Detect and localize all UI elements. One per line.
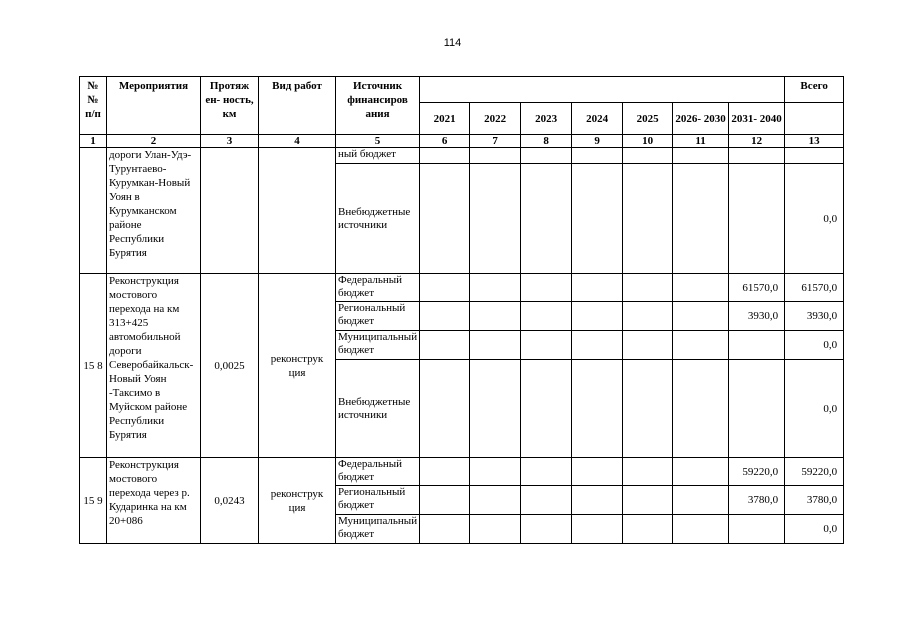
row-num (80, 148, 107, 274)
value-2031 (729, 515, 785, 544)
value-2031: 61570,0 (729, 274, 785, 302)
table-row (80, 148, 844, 164)
header-source: Источник финансиров ания (336, 77, 420, 135)
row-source: ный бюджет (336, 148, 420, 164)
header-year: 2031- 2040 (729, 103, 785, 135)
value-2031 (729, 331, 785, 360)
header-length: Протяж ен- ность, км (201, 77, 259, 135)
column-number: 11 (673, 135, 729, 148)
row-work-type (259, 148, 336, 274)
header-year: 2021 (420, 103, 470, 135)
column-number: 5 (336, 135, 420, 148)
header-total-blank (785, 103, 844, 135)
row-source: Федеральный бюджет (336, 458, 420, 486)
column-number: 7 (470, 135, 521, 148)
value-2031: 3930,0 (729, 302, 785, 331)
value-2031 (729, 164, 785, 274)
row-length: 0,0243 (201, 458, 259, 544)
value-total: 0,0 (785, 360, 844, 458)
row-source: Муниципальный бюджет (336, 331, 420, 360)
value-total: 61570,0 (785, 274, 844, 302)
row-event: Реконструкция мостового перехода через р. Кударинка на км 20+086 (107, 458, 201, 544)
header-year: 2022 (470, 103, 521, 135)
column-number: 10 (623, 135, 673, 148)
value-2031 (729, 148, 785, 164)
value-total: 0,0 (785, 331, 844, 360)
column-number: 9 (572, 135, 623, 148)
column-number: 12 (729, 135, 785, 148)
column-number: 8 (521, 135, 572, 148)
table-row (80, 274, 844, 302)
header-year: 2023 (521, 103, 572, 135)
value-2031: 59220,0 (729, 458, 785, 486)
column-number: 3 (201, 135, 259, 148)
page-number: 114 (443, 37, 462, 49)
column-number: 1 (80, 135, 107, 148)
header-year: 2025 (623, 103, 673, 135)
table-row (80, 458, 844, 486)
row-source: Внебюджетные источники (336, 164, 420, 274)
row-num: 15 9 (80, 458, 107, 544)
row-event: Реконструкция мостового перехода на км 313+425 автомобильной дороги Северобайкальск-Новый Уоян -Таксимо в Муйском районе Республики Бурятия (107, 274, 201, 458)
row-work-type: реконструк ция (259, 274, 336, 458)
row-num: 15 8 (80, 274, 107, 458)
value-total: 3930,0 (785, 302, 844, 331)
row-source: Муниципальный бюджет (336, 515, 420, 544)
row-length: 0,0025 (201, 274, 259, 458)
value-total: 0,0 (785, 164, 844, 274)
row-source: Внебюджетные источники (336, 360, 420, 458)
header-total: Всего (785, 77, 844, 103)
header-num: № № п/п (80, 77, 107, 135)
row-event: дороги Улан-Удэ-Турунтаево-Курумкан-Новый Уоян в Курумканском районе Республики Бурятия (107, 148, 201, 274)
row-source: Федеральный бюджет (336, 274, 420, 302)
column-number: 4 (259, 135, 336, 148)
financing-table (79, 76, 844, 544)
value-total: 59220,0 (785, 458, 844, 486)
value-total: 0,0 (785, 515, 844, 544)
value-2031 (729, 360, 785, 458)
value-total (785, 148, 844, 164)
row-source: Региональный бюджет (336, 486, 420, 515)
column-number: 6 (420, 135, 470, 148)
value-total: 3780,0 (785, 486, 844, 515)
row-length (201, 148, 259, 274)
header-year: 2026- 2030 (673, 103, 729, 135)
header-years-span (420, 77, 785, 103)
header-event: Мероприятия (107, 77, 201, 135)
column-number: 13 (785, 135, 844, 148)
value-2031: 3780,0 (729, 486, 785, 515)
row-work-type: реконструк ция (259, 458, 336, 544)
header-work-type: Вид работ (259, 77, 336, 135)
column-number: 2 (107, 135, 201, 148)
header-year: 2024 (572, 103, 623, 135)
row-source: Региональный бюджет (336, 302, 420, 331)
